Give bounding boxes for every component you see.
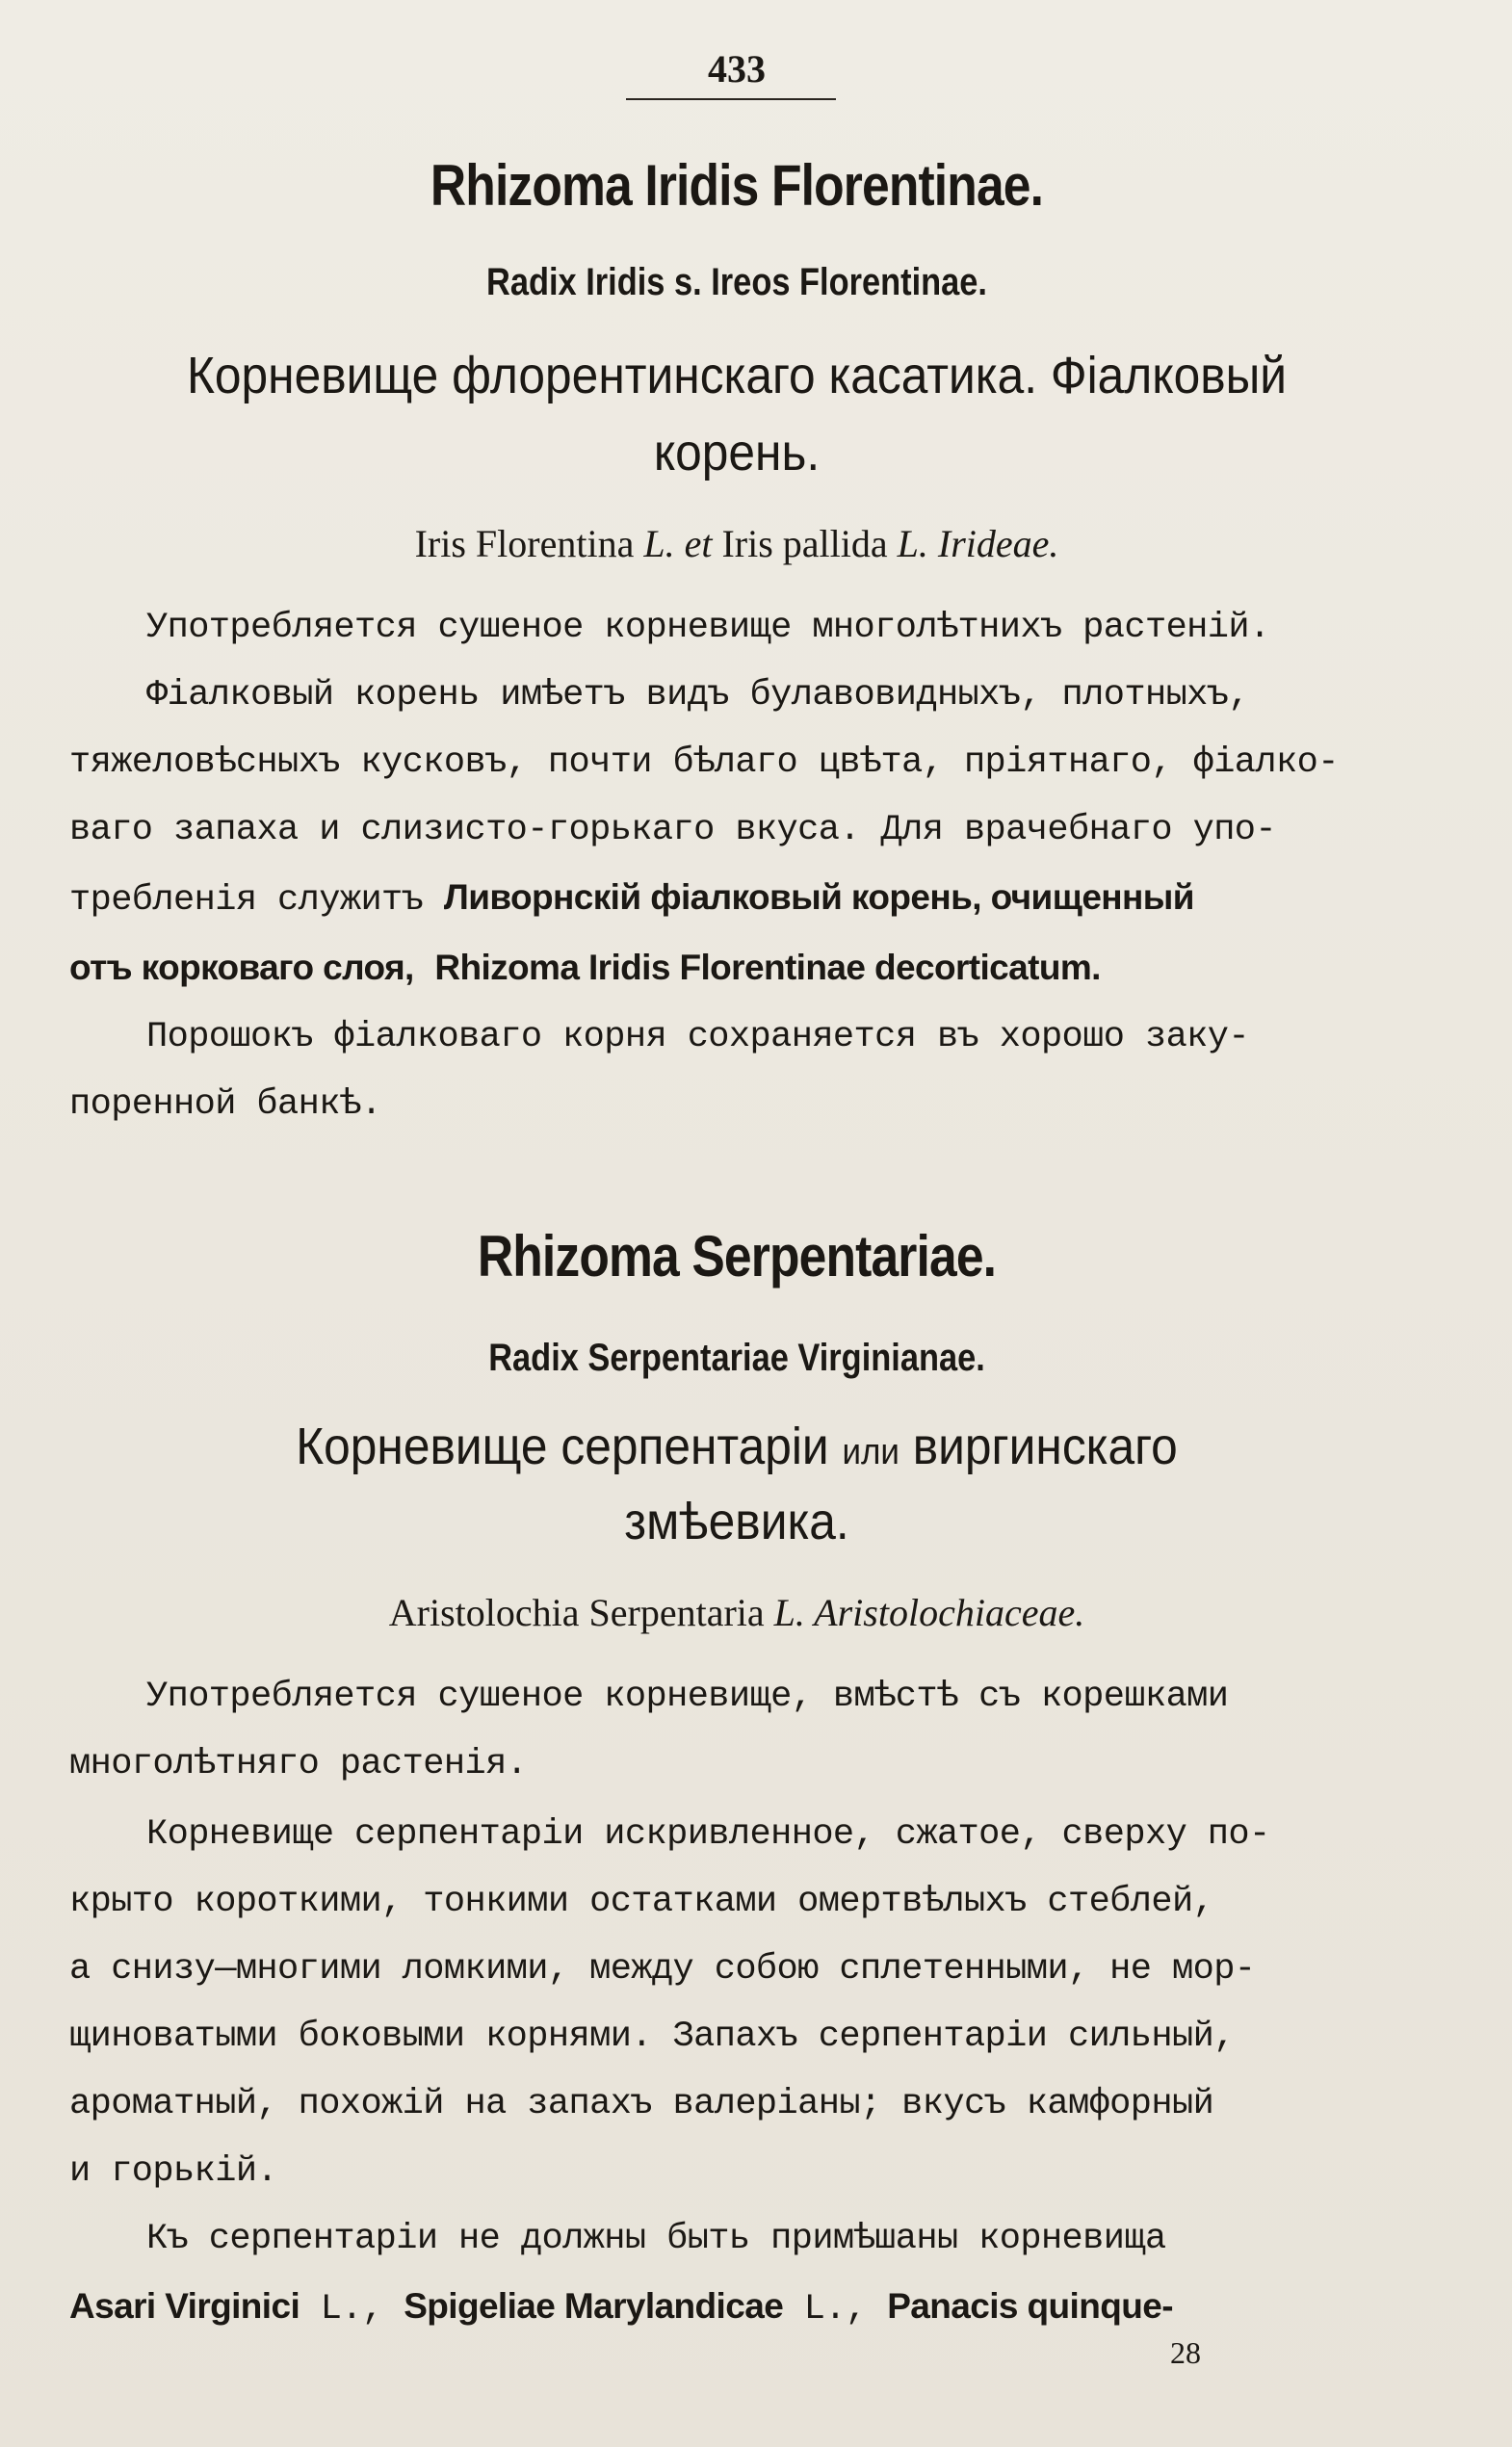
section-2-paragraph-3 (69, 2205, 1408, 2343)
text-line (69, 2273, 1408, 2343)
text-plain: требленія служитъ (69, 880, 424, 921)
text-line: Употребляется сушеное корневище многолѣтнихъ растеній. (146, 608, 1270, 648)
text-line: и горькій. (69, 2151, 278, 2192)
text-line: щиноватыми боковыми корнями. Запахъ серпентаріи сильный, (69, 2017, 1235, 2057)
section-2-latin-subtitle: Radix Serpentariae Virginianae. (488, 1337, 985, 1379)
text-line: а снизу—многими ломкими, между собою сплетенными, не мор- (69, 1949, 1256, 1990)
text-plain: L., (803, 2289, 867, 2330)
page-number-rule (626, 98, 836, 100)
text-line: тяжеловѣсныхъ кусковъ, почти бѣлаго цвѣта, пріятнаго, фіалко- (69, 742, 1339, 783)
section-1-latin-subtitle: Radix Iridis s. Ireos Florentinae. (485, 261, 987, 303)
text-emphasis: Panacis quinque- (887, 2286, 1173, 2326)
plant-name-pallida: Iris pallida (721, 522, 888, 565)
text-plain: L., (320, 2289, 383, 2330)
text-line: Къ серпентаріи не должны быть примѣшаны корневища (146, 2219, 1166, 2259)
text-line: поренной банкѣ. (69, 1084, 382, 1125)
section-2-russian-title-line-2: змѣевика. (624, 1493, 849, 1550)
plant-name: Aristolochia Serpentaria (388, 1591, 765, 1634)
text-emphasis: отъ корковаго слоя, (69, 948, 414, 987)
section-2-paragraph-1 (69, 1663, 1408, 1798)
plant-authority-a: L. et (643, 522, 713, 565)
text-emphasis: Asari Virginici (69, 2286, 300, 2326)
text-line: Порошокъ фіалковаго корня сохраняется въ хорошо заку- (146, 1017, 1249, 1057)
section-1-latin-title: Rhizoma Iridis Florentinae. (430, 153, 1044, 218)
title-part: Корневище серпентаріи (296, 1418, 829, 1475)
text-emphasis: Spigeliae Marylandicae (404, 2286, 784, 2326)
text-line: ваго запаха и слизисто-горькаго вкуса. Для врачебнаго упо- (69, 810, 1277, 850)
section-2-paragraph-2 (69, 1801, 1408, 2205)
text-emphasis: Rhizoma Iridis Florentinae decorticatum. (434, 948, 1101, 987)
section-1-paragraph-2 (69, 662, 1408, 1004)
section-1-paragraph-3 (69, 1003, 1408, 1138)
plant-authority: L. Aristolochiaceae. (773, 1591, 1085, 1634)
section-2-plant-source (0, 1589, 1473, 1637)
text-line: Употребляется сушеное корневище, вмѣстѣ съ корешками (146, 1677, 1229, 1717)
text-line: Фіалковый корень имѣетъ видъ булавовидныхъ, плотныхъ, (146, 675, 1249, 716)
text-line (69, 864, 1408, 934)
section-1-russian-title-line-1: Корневище флорентинскаго касатика. Фіалковый (186, 347, 1288, 404)
page-number: 433 (708, 47, 766, 91)
text-line: Корневище серпентаріи искривленное, сжатое, сверху по- (146, 1814, 1270, 1855)
text-line: крыто короткими, тонкими остатками омертвѣлыхъ стеблей, (69, 1882, 1214, 1922)
title-part: виргинскаго (912, 1418, 1178, 1475)
text-line (69, 934, 1408, 1004)
text-line: многолѣтняго растенія. (69, 1744, 528, 1784)
section-2-russian-title-line-1 (59, 1413, 1415, 1486)
plant-name-florentina: Iris Florentina (414, 522, 635, 565)
section-1-paragraph-1 (69, 594, 1408, 662)
title-conjunction: или (842, 1432, 899, 1472)
text-line: ароматный, похожій на запахъ валеріаны; вкусъ камфорный (69, 2084, 1214, 2124)
section-1-plant-source (0, 520, 1473, 568)
plant-authority-b: L. Irideae. (897, 522, 1059, 565)
text-emphasis: Ливорнскій фіалковый корень, очищенный (443, 877, 1194, 917)
section-1-russian-title-line-2: корень. (653, 424, 821, 482)
section-2-latin-title: Rhizoma Serpentariae. (477, 1224, 997, 1289)
signature-mark: 28 (1170, 2335, 1201, 2370)
